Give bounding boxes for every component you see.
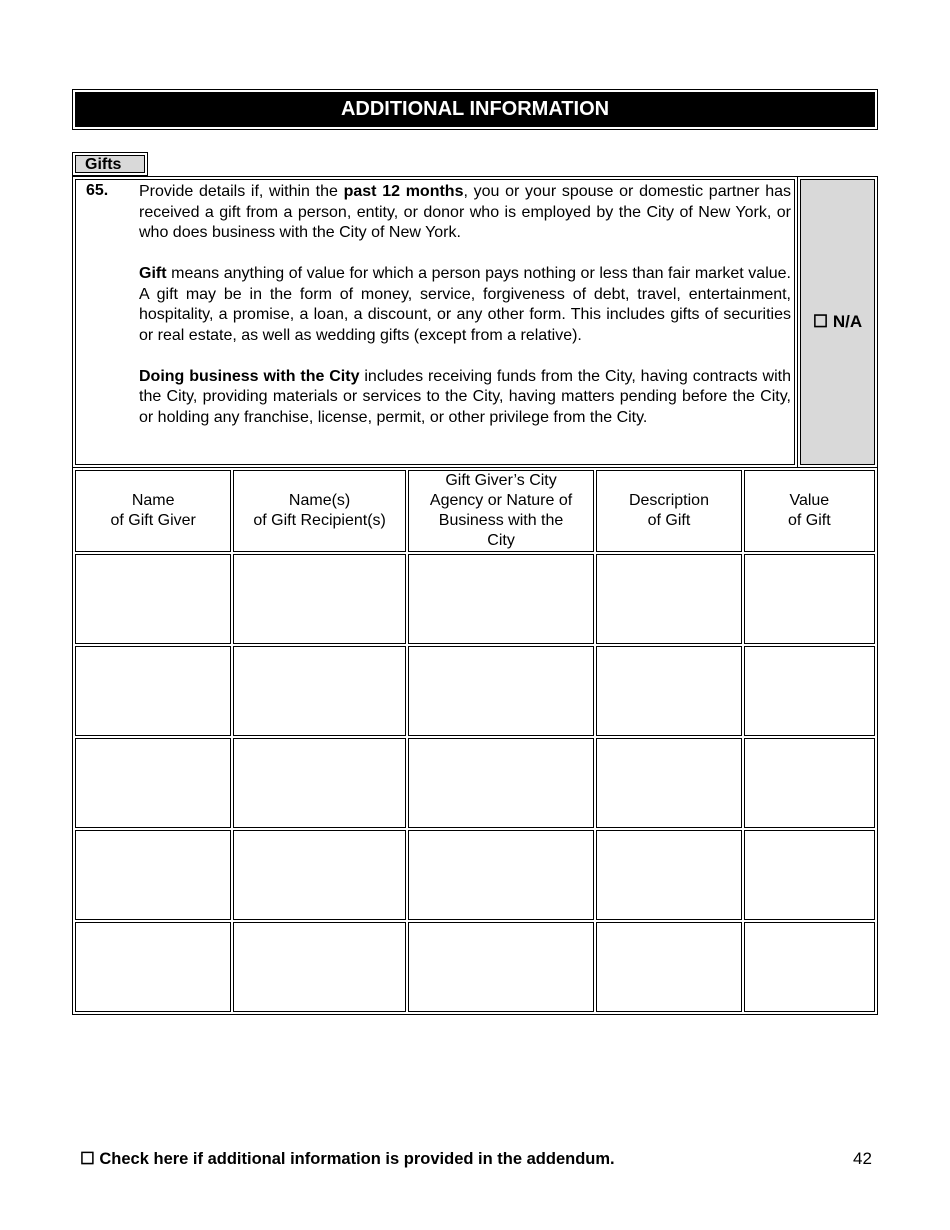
table-cell[interactable] [75,554,231,644]
column-header: Name(s) of Gift Recipient(s) [233,470,405,552]
na-label: N/A [832,312,863,331]
table-cell[interactable] [744,554,875,644]
addendum-option[interactable] [80,1149,615,1169]
na-option[interactable] [797,176,878,468]
table-row [75,830,875,920]
table-row [75,554,875,644]
addendum-label: Check here if additional information is provided in the addendum. [99,1150,615,1168]
table-row [75,738,875,828]
table-cell[interactable] [744,830,875,920]
table-cell[interactable] [596,646,741,736]
na-checkbox[interactable]: ☐ [812,312,829,331]
table-cell[interactable] [233,830,405,920]
table-cell[interactable] [596,922,741,1012]
table-cell[interactable] [233,922,405,1012]
table-cell[interactable] [596,738,741,828]
question-intro: Provide details if, within the past 12 months, you or your spouse or domestic partner has received a gift from a person, entity, or donor who is employed by the City of New York, or who does business with the City of New York. [139,183,791,241]
table-cell[interactable] [408,554,594,644]
table-cell[interactable] [233,738,405,828]
section-tab [72,152,148,176]
column-header: Name of Gift Giver [75,470,231,552]
table-cell[interactable] [233,554,405,644]
addendum-checkbox[interactable]: ☐ [80,1150,95,1168]
table-header-row [75,470,875,552]
section-tab-label: Gifts [75,155,145,173]
table-cell[interactable] [75,922,231,1012]
column-header: Gift Giver’s City Agency or Nature of Business with the City [408,470,594,552]
table-cell[interactable] [408,646,594,736]
table-cell[interactable] [744,646,875,736]
table-cell[interactable] [408,738,594,828]
table-cell[interactable] [744,922,875,1012]
table-row [75,922,875,1012]
question-box [72,176,798,468]
table-cell[interactable] [75,738,231,828]
question-number: 65. [86,182,109,199]
table-cell[interactable] [233,646,405,736]
table-cell[interactable] [75,646,231,736]
table-cell[interactable] [408,922,594,1012]
table-row [75,646,875,736]
column-header: Description of Gift [596,470,741,552]
table-cell[interactable] [596,554,741,644]
table-cell[interactable] [596,830,741,920]
gift-definition: Gift means anything of value for which a person pays nothing or less than fair market value. A gift may be in the form of money, service, forgiveness of debt, travel, entertainment, hospitality, a promise, a loan, a discount, or any other form. This includes gifts of securities or real estate, as well as wedding gifts (except from a relative). [139,265,791,344]
table-cell[interactable] [744,738,875,828]
section-banner [72,89,878,130]
column-header: Value of Gift [744,470,875,552]
gifts-table [72,467,878,1015]
table-cell[interactable] [75,830,231,920]
business-definition: Doing business with the City includes receiving funds from the City, having contracts with the City, providing materials or services to the City, having matters pending before the City, or holding any franchise, license, permit, or other privilege from the City. [139,367,791,426]
page-number: 42 [853,1149,872,1168]
question-text [139,182,791,449]
table-cell[interactable] [408,830,594,920]
page-title: ADDITIONAL INFORMATION [75,92,875,127]
